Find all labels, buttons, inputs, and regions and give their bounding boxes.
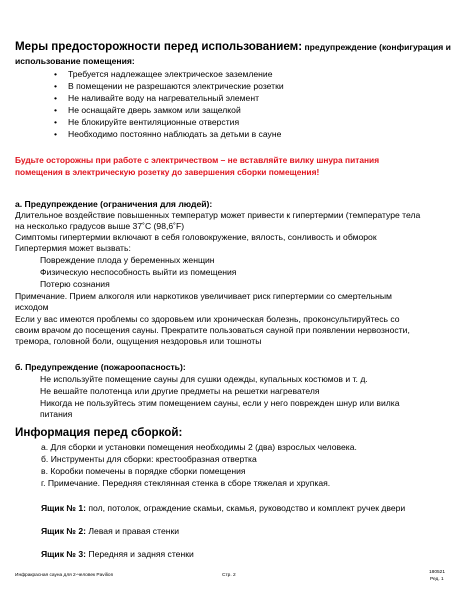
bullet-icon: • [54,105,58,115]
assembly-item: а. Для сборки и установки помещения необходимы 2 (два) взрослых человека. [41,442,357,452]
bullet-icon: • [54,93,58,103]
effect-item: Потерю сознания [40,279,110,289]
bullet-icon: • [54,117,58,127]
text-line: Не используйте помещение сауны для сушки одежды, купальных костюмов и т. д. [40,374,368,384]
text-line: исходом [15,302,49,312]
box-1-line: Ящик № 1: пол, потолок, ограждение скамьи, скамья, руководство и комплект ручек двери [41,503,406,513]
precautions-subtitle-cont: использование помещения: [15,56,135,66]
document-page: Меры предосторожности перед использованием: предупреждение (конфигурация и использование помещения: • Требуется надлежащее электрическое заземление • В помещении не разрешаются электрические розетки • Не наливайте воду на нагревательный элемент • Не оснащайте дверь замком или защелкой • Не блокируйте вентиляционные отверстия • Необходимо постоянно наблюдать за детьми в сауне Будьте осторожны при работе с электричеством – не вставляйте вилку шнура питания помещения в электрическую розетку до завершения сборки помещения! а. Предупреждение (ограничения для людей): Длительное воздействие повышенных температур может привести к гипертермии (температуре тела на несколько градусов выше 37˚C (98,6˚F) Симптомы гипертермии включают в себя головокружение, вялость, сонливость и обморок Гипертермия может вызвать: Повреждение плода у беременных женщин Физическую неспособность выйти из помещения Потерю сознания Примечание. Прием алкоголя или наркотиков увеличивает риск гипертермии со смертельным исходом Если у вас имеются проблемы со здоровьем или хроническая болезнь, проконсультируйтесь со своим врачом до посещения сауны. Прекратите пользоваться сауной при появлении нервозности, тремора, головной боли, ощущения нездоровья или тошноты б. Предупреждение (пожароопасность): Не используйте помещение сауны для сушки одежды, купальных костюмов и т. д. Не вешайте полотенца или другие предметы на решетки нагревателя Никогда не пользуйтесь этим помещением сауны, если у него поврежден шнур или вилка питания Информация перед сборкой: а. Для сборки и установки помещения необходимы 2 (два) взрослых человека. б. Инструменты для сборки: крестообразная отвертка в. Коробки помечены в порядке сборки помещения г. Примечание. Передняя стеклянная стенка в сборе тяжелая и хрупкая. Ящик № 1: пол, потолок, ограждение скамьи, скамья, руководство и комплект ручек двери Ящик № 2: Левая и правая стенки Ящик № 3: Передняя и задняя стенки Инфракрасная сауна для 2-человек Pavilion Стр. 2 180521 Ред. 1 [15,40,451,582]
assembly-title: Информация перед сборкой: [15,426,183,439]
footer-revision: Ред. 1 [430,577,444,582]
box-label: Ящик № 3: [41,549,87,559]
text-line: на несколько градусов выше 37˚C (98,6˚F) [15,221,185,231]
footer-page-number: Стр. 2 [222,573,236,578]
box-3-line: Ящик № 3: Передняя и задняя стенки [41,549,194,559]
footer-code: 180521 [429,570,446,575]
text-line: тремора, головной боли, ощущения нездоровья или тошноты [15,336,262,346]
text-line: Не вешайте полотенца или другие предметы на решетки нагревателя [40,386,320,396]
section-a-title: а. Предупреждение (ограничения для людей): [15,199,213,209]
precautions-title: Меры предосторожности перед использованием: [15,40,303,53]
box-label: Ящик № 2: [41,526,87,536]
bullet-icon: • [54,69,58,79]
text-line: Длительное воздействие повышенных температур может привести к гипертермии (температуре тела [15,210,421,220]
text-line: своим врачом до посещения сауны. Прекратите пользоваться сауной при появлении нервозности, [15,325,410,335]
precautions-heading [15,42,451,53]
precautions-subtitle: предупреждение (конфигурация и [302,42,451,52]
effect-item: Физическую неспособность выйти из помещения [40,267,237,277]
assembly-item: б. Инструменты для сборки: крестообразная отвертка [41,454,257,464]
box-2-line: Ящик № 2: Левая и правая стенки [41,526,180,536]
text-line: Примечание. Прием алкоголя или наркотиков увеличивает риск гипертермии со смертельным [15,291,392,301]
text-line: Никогда не пользуйтесь этим помещением сауны, если у него поврежден шнур или вилка [40,398,400,408]
footer-left: Инфракрасная сауна для 2-человек Pavilion [15,573,114,578]
bullet-icon: • [54,81,58,91]
text-line: Если у вас имеются проблемы со здоровьем или хроническая болезнь, проконсультируйтесь со [15,314,400,324]
effect-item: Повреждение плода у беременных женщин [40,255,215,265]
section-b-title: б. Предупреждение (пожароопасность): [15,362,186,372]
text-line: Симптомы гипертермии включают в себя головокружение, вялость, сонливость и обморок [15,232,377,242]
bullet-icon: • [54,129,58,139]
assembly-item: г. Примечание. Передняя стеклянная стенка в сборе тяжелая и хрупкая. [41,478,331,488]
electric-warning: Будьте осторожны при работе с электричеством – не вставляйте вилку шнура питания [15,155,380,165]
electric-warning-cont: помещения в электрическую розетку до завершения сборки помещения! [15,167,320,177]
assembly-item: в. Коробки помечены в порядке сборки помещения [41,466,246,476]
box-label: Ящик № 1: [41,503,87,513]
text-line: Гипертермия может вызвать: [15,243,131,253]
text-line: питания [40,409,73,419]
